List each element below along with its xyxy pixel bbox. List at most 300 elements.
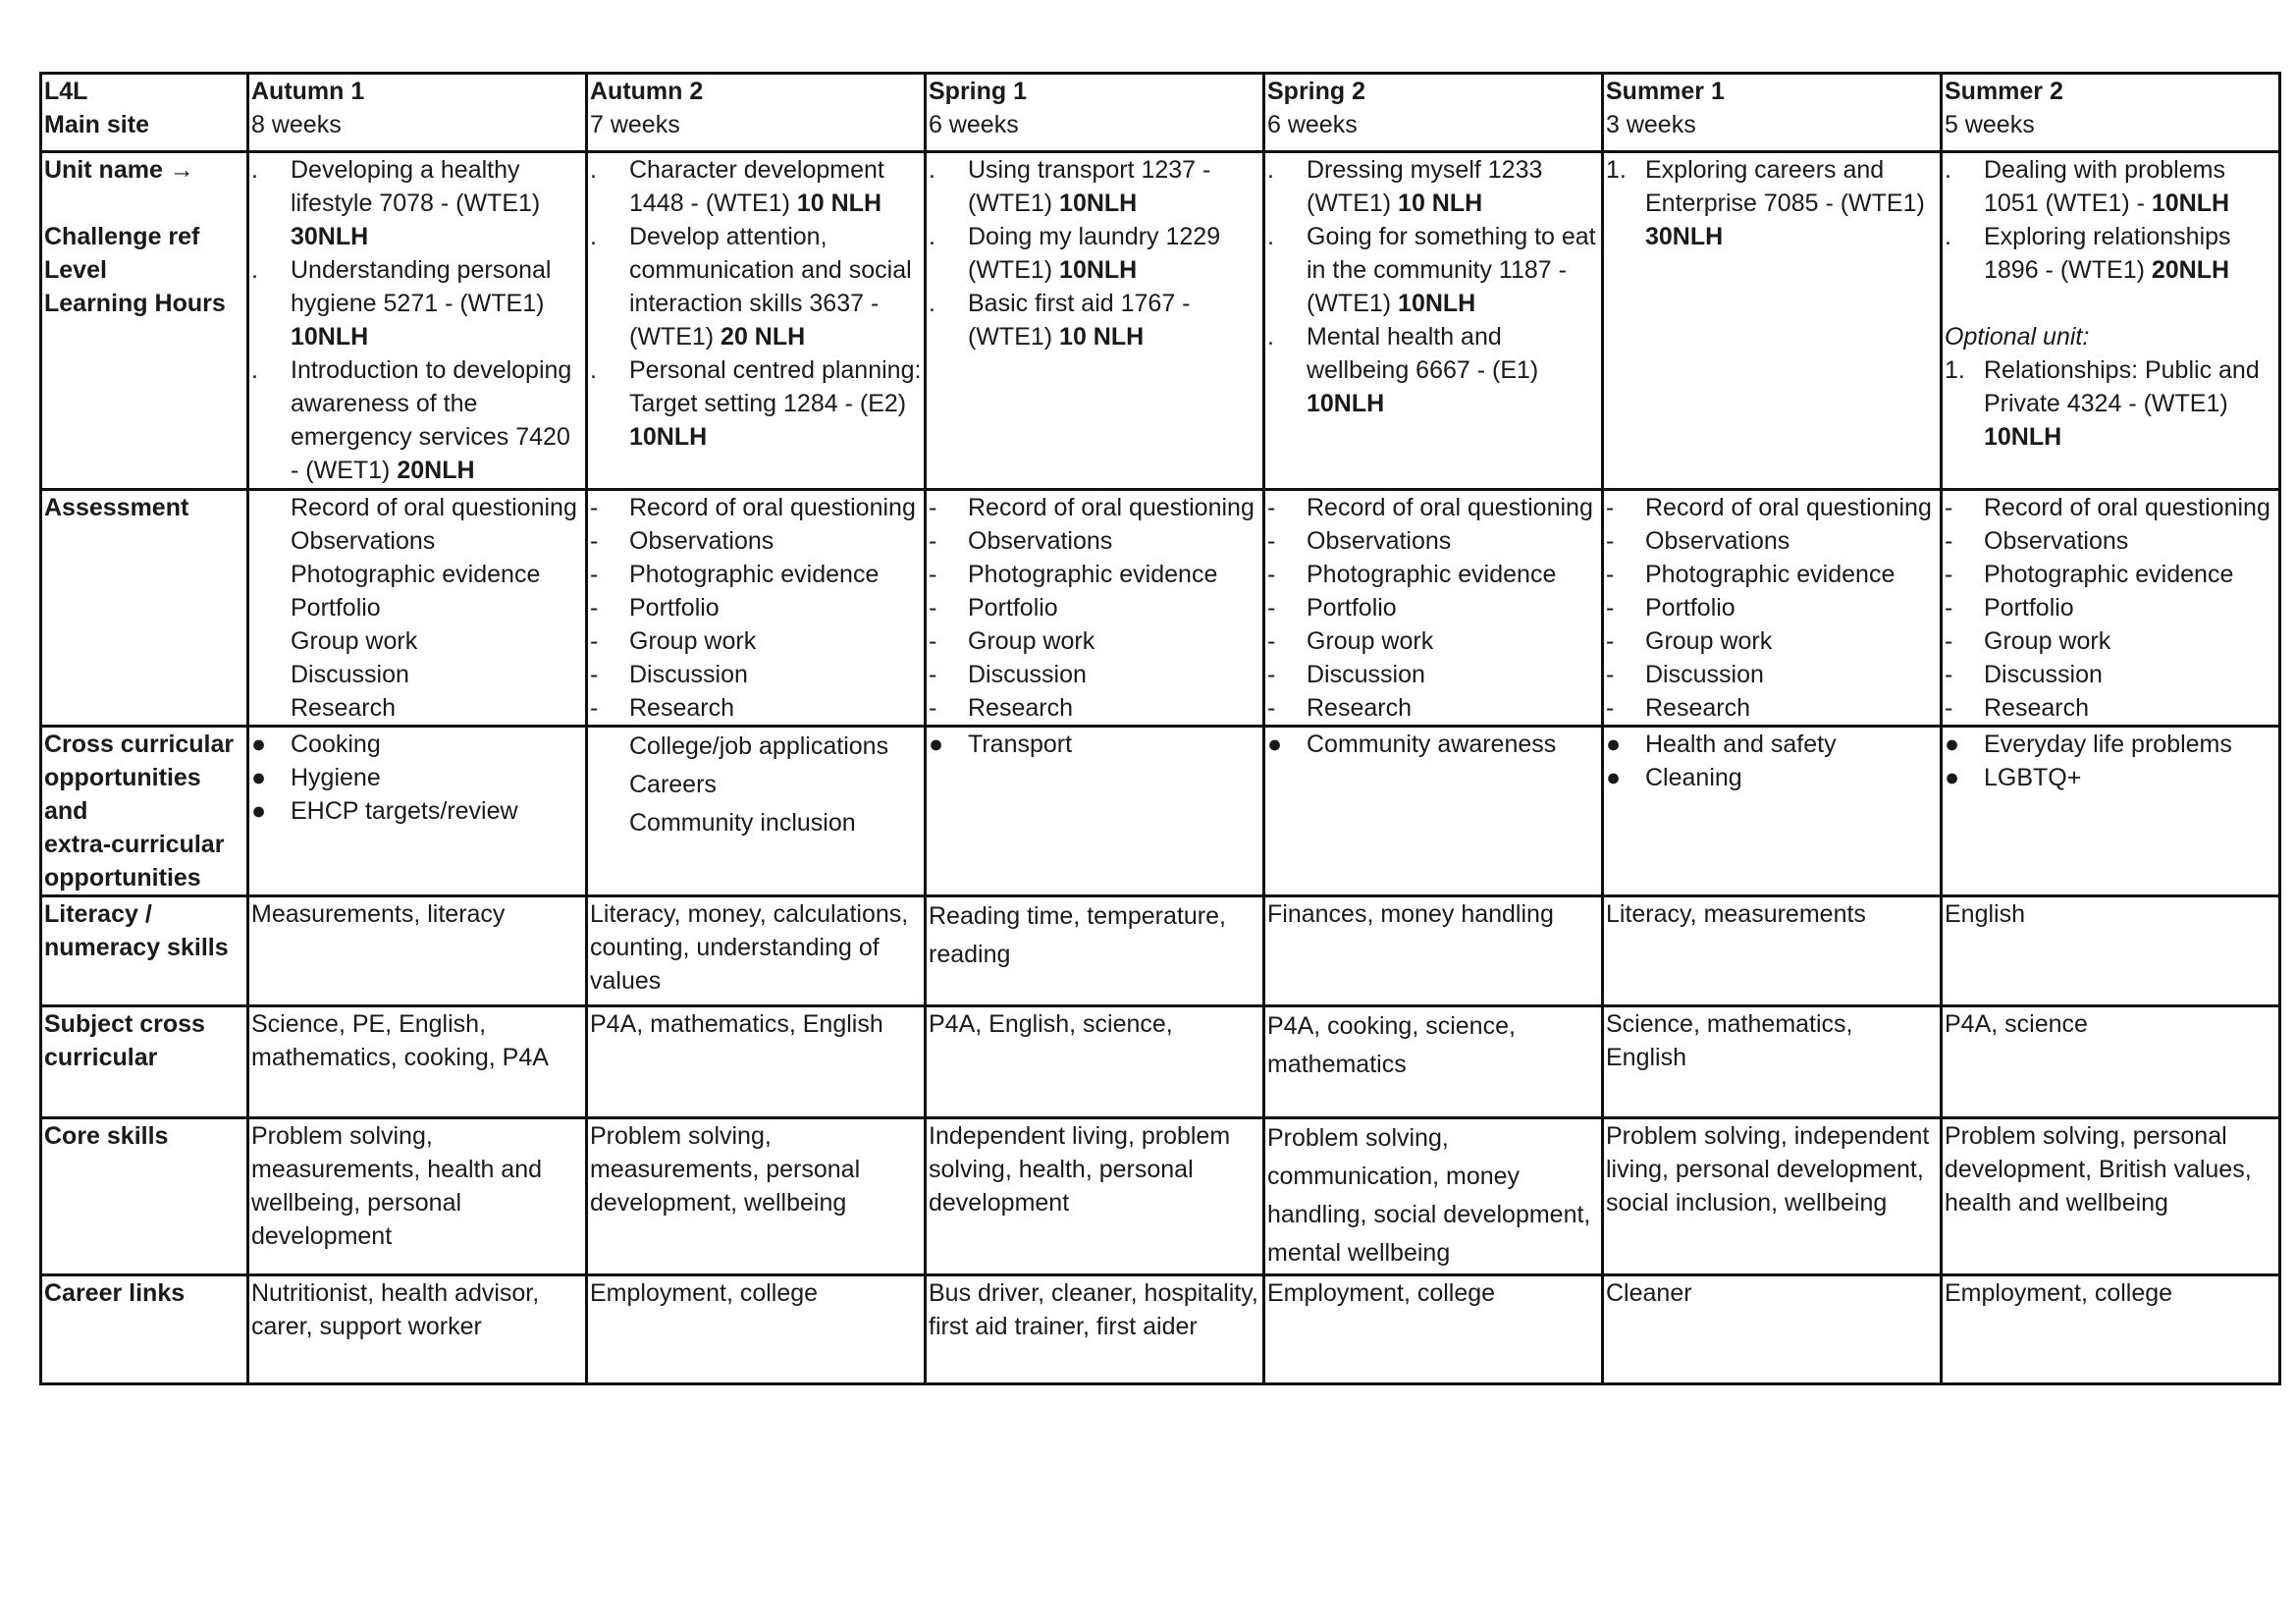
unit-text: Going for something to eat in the community 1187 - (WTE1): [1307, 223, 1596, 317]
list-marker: -: [590, 694, 599, 722]
site-name: Main site: [44, 111, 149, 138]
unit-hours: 10NLH: [291, 323, 369, 351]
assessment-method: Research: [629, 694, 734, 722]
list-marker: -: [1945, 527, 1953, 555]
career-links-cell: Employment, college: [1942, 1275, 2280, 1384]
list-marker: -: [929, 661, 937, 688]
list-item: [1606, 624, 1938, 658]
units-cell-summer-1: [1603, 152, 1942, 490]
list-marker: -: [929, 694, 937, 722]
unit-text: Introduction to developing awareness of the emergency services 7420 - (WET1): [291, 356, 572, 484]
assessment-cell: [1942, 490, 2280, 727]
assessment-method: Observations: [1307, 527, 1452, 555]
term-duration: 8 weeks: [251, 111, 342, 138]
unit-list: [251, 153, 583, 487]
opportunity-list: [1606, 728, 1938, 794]
bullet-icon: ●: [251, 731, 267, 758]
core-skills-cell: Problem solving, measurements, personal development, wellbeing: [587, 1118, 926, 1275]
assessment-method: Record of oral questioning: [1307, 494, 1593, 521]
label-spacer: [44, 187, 244, 220]
assessment-row-label: Assessment: [41, 490, 248, 727]
assessment-method: Photographic evidence: [1307, 561, 1557, 588]
list-marker: .: [251, 256, 258, 284]
bullet-icon: ●: [1606, 764, 1622, 791]
assessment-method: Group work: [629, 627, 757, 655]
list-item: [1606, 524, 1938, 558]
unit-hours: 30NLH: [291, 223, 369, 250]
list-item: [1945, 728, 2276, 761]
unit-text: Using transport 1237 - (WTE1): [968, 156, 1211, 217]
unit-text: Mental health and wellbeing 6667 - (E1): [1307, 323, 1539, 384]
unit-hours: 10NLH: [1307, 390, 1385, 417]
unit-text: Exploring relationships 1896 - (WTE1): [1984, 223, 2231, 284]
list-marker: -: [1267, 494, 1276, 521]
list-marker: -: [1267, 594, 1276, 622]
list-marker: -: [929, 561, 937, 588]
assessment-method: Record of oral questioning: [968, 494, 1255, 521]
list-marker: .: [929, 156, 935, 184]
subject-cell: P4A, science: [1942, 1006, 2280, 1118]
list-item: [590, 558, 922, 591]
label-line: Learning Hours: [44, 290, 226, 317]
list-item: [251, 761, 583, 794]
unit-hours: 10 NLH: [1398, 189, 1483, 217]
opportunity-list: [251, 728, 583, 828]
cross-curricular-cell: [248, 727, 587, 896]
unit-text: Developing a healthy lifestyle 7078 - (WTE1): [291, 156, 541, 217]
unit-text: Understanding personal hygiene 5271 - (WTE1): [291, 256, 552, 317]
assessment-method: Photographic evidence: [629, 561, 880, 588]
list-item: [590, 658, 922, 691]
cross-curricular-cell: [587, 727, 926, 896]
bullet-icon: ●: [251, 797, 267, 825]
unit-text: Doing my laundry 1229 (WTE1): [968, 223, 1221, 284]
unit-text: Basic first aid 1767 - (WTE1): [968, 290, 1191, 351]
assessment-method: Portfolio: [291, 594, 381, 622]
list-marker: .: [1267, 323, 1274, 351]
list-item: [929, 491, 1260, 524]
assessment-method: Research: [1645, 694, 1750, 722]
assessment-method: Research: [968, 694, 1073, 722]
list-item: [929, 728, 1260, 761]
assessment-method: Discussion: [1645, 661, 1764, 688]
core-skills-cell: Independent living, problem solving, health, personal development: [926, 1118, 1264, 1275]
list-marker: .: [929, 290, 935, 317]
unit-item: [251, 253, 583, 353]
unit-text: Personal centred planning: Target setting 1284 - (E2): [629, 356, 922, 417]
term-duration: 6 weeks: [1267, 111, 1358, 138]
assessment-cell: [1264, 490, 1603, 727]
list-marker: -: [1606, 561, 1615, 588]
literacy-cell: Literacy, money, calculations, counting, understanding of values: [587, 896, 926, 1006]
unit-hours: 20NLH: [397, 457, 475, 484]
list-item: [1267, 728, 1599, 761]
career-links-cell: Employment, college: [1264, 1275, 1603, 1384]
list-item: [1945, 691, 2276, 725]
assessment-cell: [587, 490, 926, 727]
list-item: [1606, 761, 1938, 794]
term-title: Autumn 1: [251, 78, 365, 105]
literacy-cell: Finances, money handling: [1264, 896, 1603, 1006]
opportunity: Community inclusion: [629, 809, 856, 837]
unit-item: [1945, 353, 2276, 454]
list-item: [1945, 524, 2276, 558]
label-line: Level: [44, 256, 107, 284]
curriculum-plan-table: [39, 72, 2281, 1385]
unit-hours: 10 NLH: [1059, 323, 1145, 351]
term-title: Autumn 2: [590, 78, 704, 105]
list-marker: -: [1606, 627, 1615, 655]
core-skills-cell: Problem solving, measurements, health and wellbeing, personal development: [248, 1118, 587, 1275]
term-title: Summer 1: [1606, 78, 1725, 105]
assessment-method: Discussion: [629, 661, 748, 688]
list-marker: -: [1606, 494, 1615, 521]
term-duration: 5 weeks: [1945, 111, 2035, 138]
list-item: [251, 558, 583, 591]
label-line: Subject cross: [44, 1010, 205, 1038]
assessment-method: Group work: [1645, 627, 1773, 655]
assessment-method: Portfolio: [1984, 594, 2074, 622]
term-header-summer-2: [1942, 74, 2280, 152]
unit-hours: 20NLH: [2151, 256, 2230, 284]
unit-text: Dressing myself 1233 (WTE1): [1307, 156, 1543, 217]
unit-text: Relationships: Public and Private 4324 - (WTE1): [1984, 356, 2260, 417]
cross-curricular-cell: [1942, 727, 2280, 896]
assessment-method: Portfolio: [629, 594, 720, 622]
opportunity: LGBTQ+: [1984, 764, 2082, 791]
list-marker: -: [1945, 561, 1953, 588]
unit-list: [1945, 153, 2276, 287]
list-marker: -: [1267, 561, 1276, 588]
cross-curricular-row: [41, 727, 2280, 896]
list-marker: 1.: [1945, 356, 1965, 384]
list-item: [251, 624, 583, 658]
core-skills-row: [41, 1118, 2280, 1275]
term-duration: 7 weeks: [590, 111, 680, 138]
assessment-method: Discussion: [968, 661, 1087, 688]
assessment-method: Discussion: [1984, 661, 2103, 688]
list-item: [251, 794, 583, 828]
term-duration: 6 weeks: [929, 111, 1019, 138]
assessment-method: Group work: [1984, 627, 2111, 655]
list-marker: -: [1945, 661, 1953, 688]
unit-item: [1945, 220, 2276, 287]
unit-item: [251, 353, 583, 487]
list-item: [1606, 591, 1938, 624]
assessment-method: Record of oral questioning: [1645, 494, 1932, 521]
subject-row-label: [41, 1006, 248, 1118]
bullet-icon: ●: [251, 764, 267, 791]
list-item: [1945, 624, 2276, 658]
assessment-method: Group work: [1307, 627, 1434, 655]
opportunity-list: [929, 728, 1260, 761]
core-skills-cell: Problem solving, personal development, British values, health and wellbeing: [1942, 1118, 2280, 1275]
unit-hours: 10NLH: [1059, 189, 1138, 217]
unit-item: [1606, 153, 1938, 253]
list-item: [1267, 491, 1599, 524]
cross-curricular-cell: [926, 727, 1264, 896]
unit-hours: 10NLH: [2151, 189, 2230, 217]
opportunity-list: [1945, 728, 2276, 794]
list-marker: .: [251, 156, 258, 184]
literacy-cell: Literacy, measurements: [1603, 896, 1942, 1006]
term-header-autumn-1: [248, 74, 587, 152]
assessment-method: Record of oral questioning: [1984, 494, 2270, 521]
assessment-method: Research: [1307, 694, 1412, 722]
career-links-row-label: Career links: [41, 1275, 248, 1384]
assessment-method: Group work: [968, 627, 1095, 655]
term-title: Spring 2: [1267, 78, 1366, 105]
bullet-icon: ●: [1945, 731, 1960, 758]
list-item: [590, 524, 922, 558]
literacy-cell: Reading time, temperature, reading: [926, 896, 1264, 1006]
bullet-icon: ●: [929, 731, 944, 758]
units-row-label: [41, 152, 248, 490]
assessment-list: [929, 491, 1260, 725]
bullet-icon: ●: [1267, 731, 1283, 758]
literacy-row-label: [41, 896, 248, 1006]
label-line: numeracy skills: [44, 934, 229, 961]
career-links-cell: Nutritionist, health advisor, carer, support worker: [248, 1275, 587, 1384]
list-marker: -: [590, 494, 599, 521]
list-item: [929, 691, 1260, 725]
term-header-autumn-2: [587, 74, 926, 152]
career-links-cell: Cleaner: [1603, 1275, 1942, 1384]
opportunity: Transport: [968, 731, 1073, 758]
list-marker: .: [251, 356, 258, 384]
list-marker: -: [1267, 627, 1276, 655]
assessment-method: Research: [291, 694, 396, 722]
list-item: [251, 691, 583, 725]
opportunity: Health and safety: [1645, 731, 1837, 758]
list-item: [590, 691, 922, 725]
list-marker: .: [1945, 156, 1951, 184]
list-marker: -: [1606, 594, 1615, 622]
assessment-method: Observations: [968, 527, 1113, 555]
assessment-method: Observations: [1645, 527, 1790, 555]
list-marker: .: [590, 223, 597, 250]
label-line: opportunities and: [44, 764, 201, 825]
list-marker: .: [1267, 156, 1274, 184]
list-marker: -: [929, 594, 937, 622]
list-marker: .: [1945, 223, 1951, 250]
opportunity-list: [1267, 728, 1599, 761]
list-item: [1606, 491, 1938, 524]
list-item: [1267, 691, 1599, 725]
unit-text: Dealing with problems 1051 (WTE1) -: [1984, 156, 2225, 217]
list-item: [590, 728, 922, 766]
list-marker: .: [929, 223, 935, 250]
subject-cell: Science, PE, English, mathematics, cooking, P4A: [248, 1006, 587, 1118]
unit-hours: 10NLH: [1398, 290, 1476, 317]
unit-item: [929, 287, 1260, 353]
opportunity: Hygiene: [291, 764, 381, 791]
assessment-method: Photographic evidence: [1984, 561, 2234, 588]
assessment-list: [1267, 491, 1599, 725]
list-item: [1267, 591, 1599, 624]
list-item: [1267, 624, 1599, 658]
core-skills-cell: Problem solving, independent living, personal development, social inclusion, wellbeing: [1603, 1118, 1942, 1275]
list-item: [1267, 658, 1599, 691]
assessment-list: [251, 491, 583, 725]
list-marker: -: [1945, 494, 1953, 521]
list-marker: -: [1606, 661, 1615, 688]
list-item: [929, 558, 1260, 591]
subject-cell: P4A, cooking, science, mathematics: [1264, 1006, 1603, 1118]
label-line: Literacy /: [44, 900, 152, 928]
units-cell-summer-2: [1942, 152, 2280, 490]
optional-unit-label: Optional unit:: [1945, 323, 2090, 351]
assessment-cell: [926, 490, 1264, 727]
unit-item: [1267, 220, 1599, 320]
assessment-method: Portfolio: [1645, 594, 1735, 622]
core-skills-row-label: Core skills: [41, 1118, 248, 1275]
opportunity-list: [590, 728, 922, 842]
units-cell-autumn-2: [587, 152, 926, 490]
list-item: [929, 624, 1260, 658]
list-item: [251, 491, 583, 524]
assessment-method: Portfolio: [968, 594, 1058, 622]
term-header-spring-1: [926, 74, 1264, 152]
subject-cell: P4A, English, science,: [926, 1006, 1264, 1118]
list-marker: -: [1945, 594, 1953, 622]
core-skills-cell: Problem solving, communication, money handling, social development, mental wellbeing: [1264, 1118, 1603, 1275]
list-item: [590, 804, 922, 842]
unit-item: [1267, 153, 1599, 220]
unit-list: [590, 153, 922, 454]
list-item: [1945, 491, 2276, 524]
units-cell-spring-2: [1264, 152, 1603, 490]
unit-text: Exploring careers and Enterprise 7085 - (WTE1): [1645, 156, 1925, 217]
unit-item: [590, 220, 922, 353]
label-line: Unit name →: [44, 156, 194, 184]
list-item: [929, 591, 1260, 624]
list-item: [251, 591, 583, 624]
unit-list: [1606, 153, 1938, 253]
term-duration: 3 weeks: [1606, 111, 1696, 138]
opportunity: College/job applications: [629, 732, 889, 760]
units-cell-spring-1: [926, 152, 1264, 490]
assessment-cell: [248, 490, 587, 727]
unit-hours: 10NLH: [629, 423, 708, 451]
assessment-cell: [1603, 490, 1942, 727]
bullet-icon: ●: [1606, 731, 1622, 758]
units-cell-autumn-1: [248, 152, 587, 490]
opportunity: Careers: [629, 771, 717, 798]
list-item: [1606, 658, 1938, 691]
assessment-method: Discussion: [291, 661, 409, 688]
assessment-method: Record of oral questioning: [291, 494, 577, 521]
cross-curricular-cell: [1264, 727, 1603, 896]
corner-cell: [41, 74, 248, 152]
list-item: [1945, 761, 2276, 794]
cross-curricular-cell: [1603, 727, 1942, 896]
career-links-cell: Employment, college: [587, 1275, 926, 1384]
list-marker: .: [590, 156, 597, 184]
list-marker: .: [1267, 223, 1274, 250]
list-marker: -: [1267, 661, 1276, 688]
list-item: [1606, 691, 1938, 725]
label-line: extra-curricular: [44, 831, 225, 858]
assessment-method: Photographic evidence: [968, 561, 1218, 588]
site-code: L4L: [44, 78, 88, 105]
list-marker: -: [929, 527, 937, 555]
assessment-method: Observations: [629, 527, 774, 555]
unit-item: [1945, 153, 2276, 220]
assessment-method: Group work: [291, 627, 418, 655]
unit-hours: 10 NLH: [796, 189, 882, 217]
assessment-list: [1945, 491, 2276, 725]
unit-list: [1267, 153, 1599, 420]
list-marker: -: [1945, 627, 1953, 655]
assessment-method: Research: [1984, 694, 2089, 722]
list-marker: -: [590, 594, 599, 622]
optional-unit-list: [1945, 353, 2276, 454]
unit-hours: 10NLH: [1059, 256, 1138, 284]
list-marker: -: [929, 494, 937, 521]
unit-list: [929, 153, 1260, 353]
label-line: Cross curricular: [44, 731, 235, 758]
list-marker: -: [1945, 694, 1953, 722]
list-item: [1945, 658, 2276, 691]
term-header-summer-1: [1603, 74, 1942, 152]
list-item: [1267, 524, 1599, 558]
unit-item: [929, 220, 1260, 287]
list-marker: -: [1267, 527, 1276, 555]
list-item: [590, 766, 922, 804]
list-item: [929, 524, 1260, 558]
bullet-icon: ●: [1945, 764, 1960, 791]
list-marker: -: [929, 627, 937, 655]
subject-cell: Science, mathematics, English: [1603, 1006, 1942, 1118]
subject-row: [41, 1006, 2280, 1118]
list-marker: -: [590, 561, 599, 588]
career-links-cell: Bus driver, cleaner, hospitality, first aid trainer, first aider: [926, 1275, 1264, 1384]
assessment-row: [41, 490, 2280, 727]
assessment-method: Photographic evidence: [291, 561, 541, 588]
unit-text: Character development 1448 - (WTE1): [629, 156, 884, 217]
list-item: [929, 658, 1260, 691]
assessment-list: [1606, 491, 1938, 725]
opportunity: EHCP targets/review: [291, 797, 518, 825]
list-item: [590, 624, 922, 658]
unit-item: [1267, 320, 1599, 420]
list-item: [1606, 558, 1938, 591]
opportunity: Community awareness: [1307, 731, 1557, 758]
list-item: [590, 491, 922, 524]
list-item: [1945, 558, 2276, 591]
list-marker: -: [590, 527, 599, 555]
term-header-spring-2: [1264, 74, 1603, 152]
list-marker: 1.: [1606, 156, 1627, 184]
list-marker: -: [1606, 694, 1615, 722]
cross-curricular-row-label: [41, 727, 248, 896]
list-item: [590, 591, 922, 624]
term-title: Summer 2: [1945, 78, 2063, 105]
assessment-method: Portfolio: [1307, 594, 1397, 622]
list-item: [251, 524, 583, 558]
literacy-row: [41, 896, 2280, 1006]
header-row: [41, 74, 2280, 152]
unit-hours: 30NLH: [1645, 223, 1724, 250]
list-item: [1606, 728, 1938, 761]
subject-cell: P4A, mathematics, English: [587, 1006, 926, 1118]
list-marker: -: [590, 661, 599, 688]
term-title: Spring 1: [929, 78, 1028, 105]
list-item: [1945, 591, 2276, 624]
unit-item: [251, 153, 583, 253]
label-line: curricular: [44, 1044, 158, 1071]
